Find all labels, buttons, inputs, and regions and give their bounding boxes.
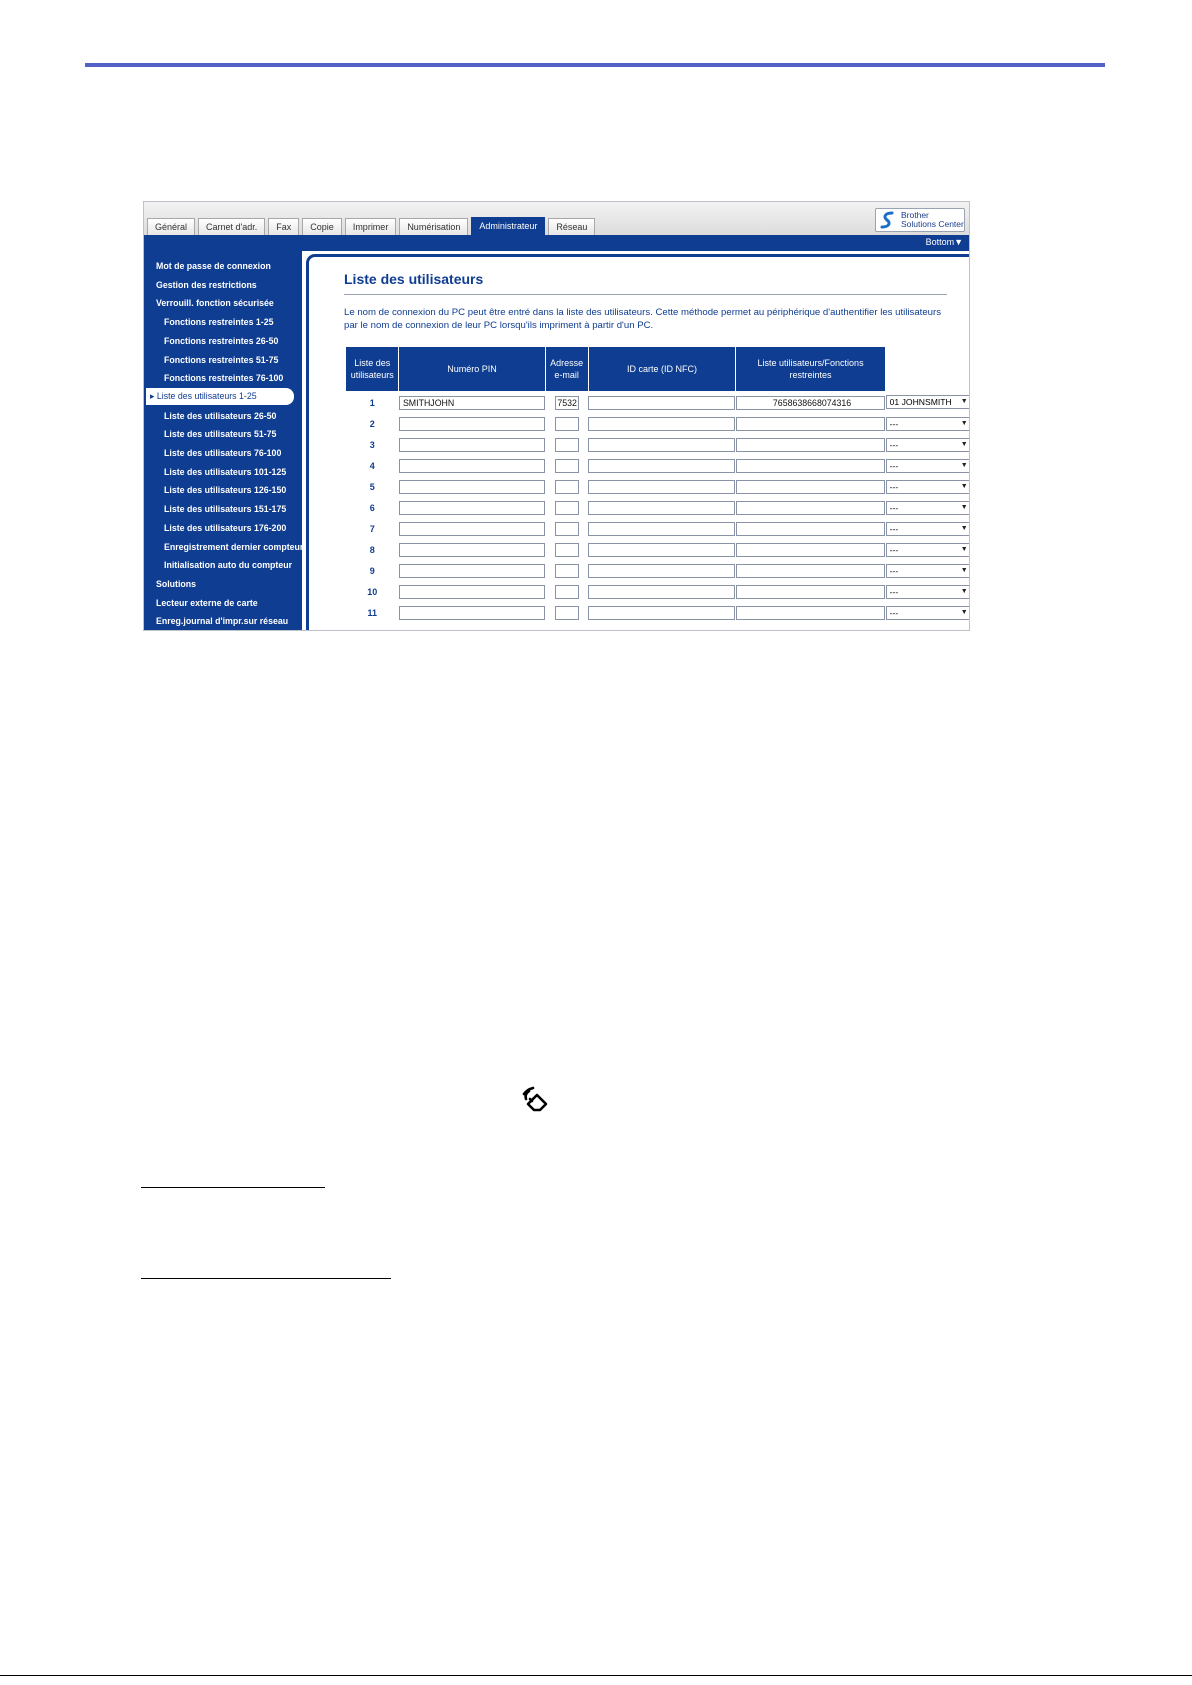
- pin-field[interactable]: [555, 480, 579, 494]
- dropdown-arrow-icon: ▼: [960, 398, 968, 406]
- row-number: 1: [369, 397, 375, 408]
- row-number: 3: [369, 439, 375, 450]
- email-field[interactable]: [588, 501, 735, 515]
- pin-field[interactable]: [555, 543, 579, 557]
- function-select[interactable]: [886, 395, 970, 409]
- function-select[interactable]: [886, 438, 970, 452]
- email-field[interactable]: [588, 480, 735, 494]
- table-row: [346, 539, 971, 560]
- sidebar-item[interactable]: Liste des utilisateurs 101-125: [164, 466, 287, 477]
- column-header: Liste des utilisateurs: [346, 347, 399, 392]
- dropdown-arrow-icon: ▼: [960, 608, 968, 616]
- function-select[interactable]: [886, 501, 970, 515]
- sidebar-item[interactable]: Liste des utilisateurs 51-75: [164, 429, 277, 440]
- function-select[interactable]: [886, 480, 970, 494]
- function-select-value: ---: [889, 586, 899, 597]
- sidebar-item[interactable]: Liste des utilisateurs 76-100: [164, 448, 282, 458]
- tab-item[interactable]: Fax: [268, 218, 299, 235]
- function-select-value: ---: [889, 481, 899, 492]
- row-number: 4: [369, 460, 375, 471]
- column-header: Numéro PIN: [399, 347, 545, 392]
- row-number: 10: [367, 586, 378, 597]
- table-row: [346, 581, 971, 602]
- function-select[interactable]: [886, 585, 970, 599]
- function-select-value: ---: [889, 439, 899, 450]
- dropdown-arrow-icon: ▼: [960, 419, 968, 427]
- card-id-field[interactable]: [736, 480, 885, 494]
- table-header-row: [346, 347, 971, 392]
- row-number: 2: [369, 418, 375, 429]
- function-select-value: 01 JOHNSMITH: [889, 397, 952, 408]
- email-field[interactable]: [588, 564, 735, 578]
- solutions-center-line2: Solutions Center: [901, 219, 964, 229]
- row-number: 8: [369, 544, 375, 555]
- card-id-field[interactable]: [736, 459, 885, 473]
- nfc-touch-icon: [520, 1083, 554, 1117]
- pin-field[interactable]: [555, 564, 579, 578]
- row-number: 11: [367, 607, 377, 618]
- function-select[interactable]: [886, 543, 970, 557]
- card-id-field[interactable]: 7658638668074316: [736, 396, 885, 410]
- function-select-value: ---: [889, 544, 899, 555]
- sidebar-item[interactable]: Liste des utilisateurs 126-150: [164, 485, 287, 496]
- sidebar-item[interactable]: Enreg.journal d'impr.sur réseau: [156, 616, 289, 627]
- brother-logo-icon: [878, 210, 898, 230]
- card-id-field[interactable]: [736, 564, 885, 578]
- sidebar-item[interactable]: Mot de passe de connexion: [156, 261, 271, 271]
- sidebar-item[interactable]: Liste des utilisateurs 176-200: [164, 522, 287, 533]
- function-select-value: ---: [889, 565, 899, 576]
- sidebar-item[interactable]: Solutions: [156, 578, 197, 589]
- tab-bar: [144, 202, 969, 235]
- table-row: [346, 476, 971, 497]
- tab-item[interactable]: Copie: [302, 218, 342, 235]
- content-panel: [306, 254, 970, 631]
- reference-rule: [141, 1278, 391, 1279]
- table-row: [346, 434, 971, 455]
- email-field[interactable]: [588, 459, 735, 473]
- footer-rule: [0, 1675, 1192, 1676]
- sidebar-item[interactable]: Liste des utilisateurs 26-50: [164, 410, 277, 421]
- card-id-field[interactable]: [736, 417, 885, 431]
- tab-item[interactable]: Imprimer: [345, 218, 397, 235]
- header-rule: [85, 63, 1105, 67]
- function-select-value: ---: [889, 523, 899, 534]
- user-name-field[interactable]: SMITHJOHN: [399, 396, 545, 410]
- row-number: 5: [369, 481, 375, 492]
- email-field[interactable]: [588, 543, 735, 557]
- pin-field[interactable]: [555, 459, 579, 473]
- tab-item[interactable]: Réseau: [548, 218, 595, 235]
- user-name-field[interactable]: [399, 501, 545, 515]
- column-header: ID carte (ID NFC): [588, 347, 736, 392]
- pin-field[interactable]: [555, 417, 579, 431]
- table-row: [346, 455, 971, 476]
- dropdown-arrow-icon: ▼: [960, 482, 968, 490]
- dropdown-arrow-icon: ▼: [960, 566, 968, 574]
- user-name-field[interactable]: [399, 522, 545, 536]
- email-field[interactable]: [588, 585, 735, 599]
- card-id-field[interactable]: [736, 606, 885, 620]
- column-header: Liste utilisateurs/Fonctions restreintes: [736, 347, 885, 392]
- email-field[interactable]: [588, 606, 735, 620]
- pin-field[interactable]: 7532: [555, 396, 579, 410]
- toolbar-strip: [144, 235, 969, 251]
- tab-item[interactable]: Numérisation: [399, 218, 468, 235]
- reference-rule: [141, 1187, 325, 1188]
- user-name-field[interactable]: [399, 543, 545, 557]
- pin-field[interactable]: [555, 606, 579, 620]
- solutions-center-line1: Brother: [901, 210, 929, 220]
- page-title: Liste des utilisateurs: [344, 271, 484, 287]
- function-select[interactable]: [886, 522, 970, 536]
- page-description: Le nom de connexion du PC peut être entré dans la liste des utilisateurs. Cette méthode permet au périphérique d'authentifier les utilisateurs par le nom de connexion de leur PC lorsqu'ils impriment à partir d'un PC.: [344, 307, 941, 331]
- dropdown-arrow-icon: ▼: [960, 503, 968, 511]
- user-name-field[interactable]: [399, 606, 545, 620]
- web-management-screenshot: [143, 201, 970, 631]
- sidebar-item[interactable]: ▸ Liste des utilisateurs 1-25: [146, 388, 294, 405]
- sidebar-item[interactable]: Fonctions restreintes 26-50: [164, 335, 279, 346]
- card-id-field[interactable]: [736, 438, 885, 452]
- tab-item[interactable]: Général: [147, 218, 195, 235]
- sidebar-item[interactable]: Enregistrement dernier compteur: [164, 541, 304, 552]
- user-name-field[interactable]: [399, 564, 545, 578]
- row-number: 6: [369, 502, 375, 513]
- table-row: [346, 392, 971, 414]
- function-select[interactable]: [886, 606, 970, 620]
- sidebar-item[interactable]: Fonctions restreintes 51-75: [164, 354, 279, 365]
- user-name-field[interactable]: [399, 459, 545, 473]
- card-id-field[interactable]: [736, 522, 885, 536]
- column-header: Adresse e-mail: [545, 347, 588, 392]
- card-id-field[interactable]: [736, 543, 885, 557]
- sidebar-item[interactable]: Verrouill. fonction sécurisée: [156, 298, 274, 309]
- card-id-field[interactable]: [736, 585, 885, 599]
- email-field[interactable]: [588, 396, 735, 410]
- tabs: [147, 217, 598, 235]
- solutions-center-button[interactable]: [875, 208, 965, 232]
- sidebar-item[interactable]: Fonctions restreintes 1-25: [164, 317, 274, 328]
- table-row: [346, 602, 971, 623]
- function-select-value: ---: [889, 607, 899, 618]
- tab-item[interactable]: Carnet d'adr.: [198, 218, 265, 235]
- function-select[interactable]: [886, 459, 970, 473]
- function-select-value: ---: [889, 502, 899, 513]
- email-field[interactable]: [588, 438, 735, 452]
- sidebar: [144, 251, 302, 630]
- sidebar-item[interactable]: Fonctions restreintes 76-100: [164, 373, 284, 384]
- function-select-value: ---: [889, 460, 899, 471]
- email-field[interactable]: [588, 417, 735, 431]
- user-name-field[interactable]: [399, 585, 545, 599]
- table-row: [346, 413, 971, 434]
- user-name-field[interactable]: [399, 480, 545, 494]
- row-number: 7: [369, 523, 375, 534]
- sidebar-item[interactable]: Gestion des restrictions: [156, 279, 257, 290]
- email-field[interactable]: [588, 522, 735, 536]
- row-number: 9: [369, 565, 375, 576]
- function-select[interactable]: [886, 564, 970, 578]
- pin-field[interactable]: [555, 585, 579, 599]
- dropdown-arrow-icon: ▼: [960, 587, 968, 595]
- user-name-field[interactable]: [399, 417, 545, 431]
- sidebar-item[interactable]: Liste des utilisateurs 151-175: [164, 504, 287, 515]
- user-name-field[interactable]: [399, 438, 545, 452]
- bottom-link[interactable]: Bottom▼: [925, 237, 963, 247]
- dropdown-arrow-icon: ▼: [960, 524, 968, 532]
- function-select[interactable]: [886, 417, 970, 431]
- function-select-value: ---: [889, 418, 899, 429]
- tab-item[interactable]: Administrateur: [471, 217, 545, 235]
- pin-field[interactable]: [555, 438, 579, 452]
- dropdown-arrow-icon: ▼: [960, 461, 968, 469]
- dropdown-arrow-icon: ▼: [960, 440, 968, 448]
- table-row: [346, 560, 971, 581]
- table-row: [346, 518, 971, 539]
- user-list-table: [345, 346, 970, 623]
- dropdown-arrow-icon: ▼: [960, 545, 968, 553]
- pin-field[interactable]: [555, 522, 579, 536]
- pin-field[interactable]: [555, 501, 579, 515]
- table-row: [346, 497, 971, 518]
- title-divider: [344, 294, 947, 295]
- sidebar-item[interactable]: Lecteur externe de carte: [156, 597, 258, 608]
- card-id-field[interactable]: [736, 501, 885, 515]
- sidebar-item[interactable]: Initialisation auto du compteur: [164, 560, 293, 571]
